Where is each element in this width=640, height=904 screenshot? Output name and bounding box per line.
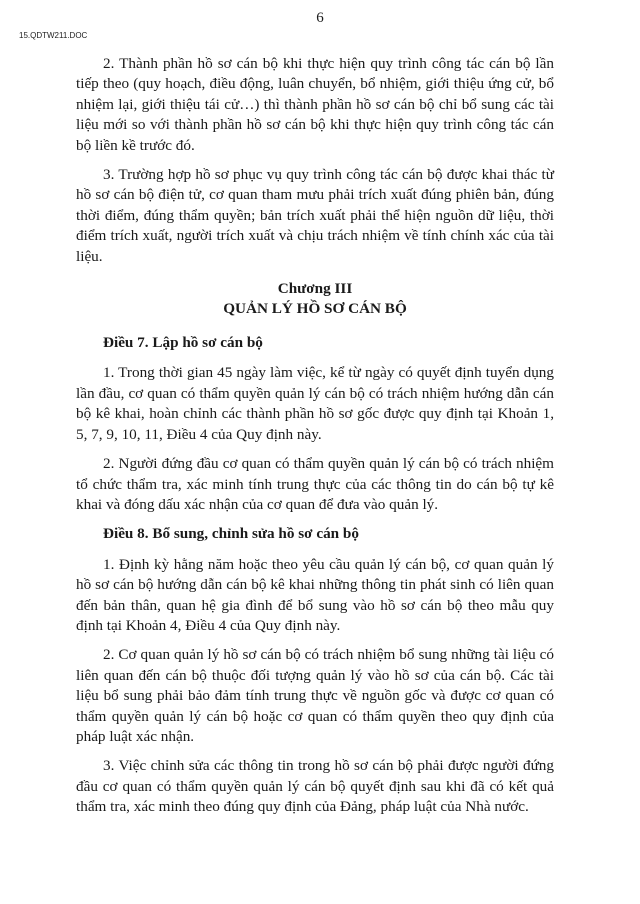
- chapter-title: QUẢN LÝ HỒ SƠ CÁN BỘ: [223, 300, 407, 318]
- document-body: [76, 54, 554, 827]
- paragraph: 2. Thành phần hồ sơ cán bộ khi thực hiện quy trình công tác cán bộ lần tiếp theo (quy hoạch, điều động, luân chuyển, bổ nhiệm, giới thiệu ứng cử, bổ nhiệm lại, giới thiệu tái cử…) thì thành phần hồ sơ cán bộ chỉ bổ sung các tài liệu mới so với thành phần hồ sơ cán bộ khi thực hiện quy trình công tác cán bộ liền kề trước đó.: [76, 55, 554, 154]
- page-number: 6: [316, 10, 324, 26]
- article-8-heading: Điều 8. Bổ sung, chỉnh sửa hồ sơ cán bộ: [103, 525, 359, 543]
- article-7-heading: Điều 7. Lập hồ sơ cán bộ: [103, 334, 263, 352]
- paragraph: 3. Trường hợp hồ sơ phục vụ quy trình công tác cán bộ được khai thác từ hồ sơ cán bộ điện tử, cơ quan tham mưu phải trích xuất đúng phiên bản, đúng thời điểm, đúng thẩm quyền; bản trích xuất phải thể hiện nguồn dữ liệu, thời điểm trích xuất, người trích xuất và chịu trách nhiệm về tính chính xác của tài liệu.: [76, 166, 554, 265]
- paragraph: 1. Định kỳ hằng năm hoặc theo yêu cầu quản lý cán bộ, cơ quan quản lý hồ sơ cán bộ hướng dẫn cán bộ kê khai những thông tin phát sinh có liên quan đến bản thân, quan hệ gia đình để bổ sung vào hồ sơ cán bộ theo mẫu quy định tại Khoản 4, Điều 4 của Quy định này.: [76, 555, 554, 634]
- file-name-label: 15.QDTW211.DOC: [19, 31, 88, 40]
- paragraph: 3. Việc chỉnh sửa các thông tin trong hồ sơ cán bộ phải được người đứng đầu cơ quan có thẩm quyền quản lý cán bộ quyết định sau khi đã có kết quả thẩm tra, xác minh theo đúng quy định của Đảng, pháp luật của Nhà nước.: [76, 757, 554, 816]
- paragraph: 1. Trong thời gian 45 ngày làm việc, kể từ ngày có quyết định tuyển dụng lần đầu, cơ quan có thẩm quyền quản lý cán bộ có trách nhiệm hướng dẫn cán bộ kê khai, hoàn chỉnh các thành phần hồ sơ gốc được quy định tại Khoản 1, 5, 7, 9, 10, 11, Điều 4 của Quy định này.: [76, 364, 554, 443]
- paragraph: 2. Người đứng đầu cơ quan có thẩm quyền quản lý cán bộ có trách nhiệm tổ chức thẩm tra, xác minh tính trung thực của các thông tin do cán bộ tự kê khai và đóng dấu xác nhận của cơ quan để đưa vào quản lý.: [76, 455, 554, 513]
- chapter-number: Chương III: [277, 280, 353, 298]
- paragraph: 2. Cơ quan quản lý hồ sơ cán bộ có trách nhiệm bổ sung những tài liệu có liên quan đến cán bộ thuộc đối tượng quản lý vào hồ sơ của cán bộ. Các tài liệu bổ sung phải bảo đảm tính trung thực về nguồn gốc và được cơ quan có thẩm quyền quản lý cán bộ hoặc cơ quan có thẩm quyền theo quy định của pháp luật xác nhận.: [76, 646, 554, 745]
